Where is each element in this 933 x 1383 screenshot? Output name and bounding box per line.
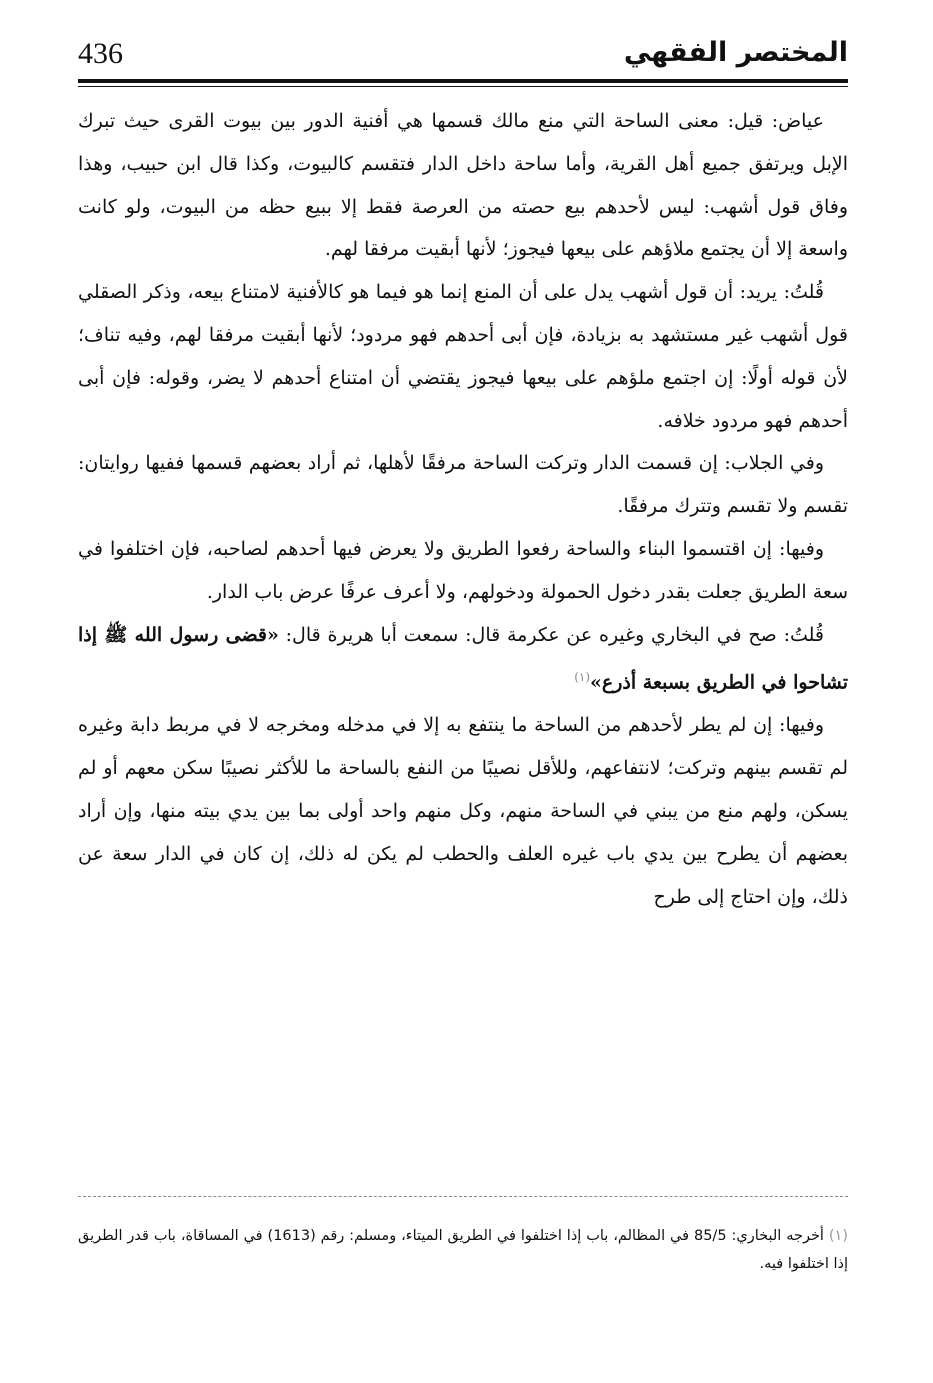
header-rule-thick (78, 79, 848, 83)
paragraph-3: وفي الجلاب: إن قسمت الدار وتركت الساحة مرفقًا لأهلها، ثم أراد بعضهم قسمها ففيها روايتان: تقسم ولا تقسم وتترك مرفقًا. (78, 452, 848, 518)
footnotes (78, 1222, 848, 1278)
footnote-1-text: أخرجه البخاري: 85/5 في المظالم، باب إذا اختلفوا في الطريق الميتاء، ومسلم: رقم (1613) في المساقاة، باب قدر الطريق إذا اختلفوا فيه. (78, 1228, 848, 1272)
footnote-1 (78, 1222, 848, 1278)
footnote-separator (78, 1196, 848, 1197)
page-header (78, 28, 848, 80)
paragraph-2: قُلتُ: يريد: أن قول أشهب يدل على أن المنع إنما هو فيما هو كالأفنية لامتناع بيعه، وذكر الصقلي قول أشهب غير مستشهد به بزيادة، فإن أبى أحدهم فهو مردود؛ لأنها أبقيت مرفقا لهم، وفيه تناف؛ لأن قوله أولًا: إن اجتمع ملؤهم على بيعها فيجوز يقتضي أن امتناع أحدهم لا يضر، وقوله: فإن أبى أحدهم فهو مردود خلافه. (78, 281, 848, 432)
paragraph-5-lead: قُلتُ: صح في البخاري وغيره عن عكرمة قال: سمعت أبا هريرة قال: (278, 623, 824, 646)
running-title: المختصر الفقهي (623, 37, 848, 68)
paragraph-1: عياض: قيل: معنى الساحة التي منع مالك قسمها هي أفنية الدور بين بيوت القرى حيث تبرك الإبل ويرتفق جميع أهل القرية، وأما ساحة داخل الدار فتقسم كالبيوت، وكذا قال ابن حبيب، وهذا وفاق قول أشهب: ليس لأحدهم بيع حصته من العرصة فقط إلا ببيع حظه من البيوت، ولو كانت واسعة إلا أن يجتمع ملاؤهم على بيعها فيجوز؛ لأنها أبقيت مرفقا لهم. (78, 110, 848, 261)
paragraph-5 (78, 614, 848, 705)
header-rule-thin (78, 86, 848, 87)
footnote-reference: (١) (574, 670, 591, 685)
paragraph-6: وفيها: إن لم يطر لأحدهم من الساحة ما ينتفع به إلا في مدخله ومخرجه لا في مربط دابة وغيره لم تقسم بينهم وتركت؛ لانتفاعهم، وللأقل نصيبًا من النفع بالساحة ما للأكثر نصيبًا سكن معهم أو لم يسكن، ولهم منع من يبني في الساحة منهم، وكل منهم واحد أولى بما بين يدي بيته منها، وإن أراد بعضهم أن يطرح بين يدي باب غيره العلف والحطب لم يكن له ذلك، إن كان في الدار سعة عن ذلك، وإن احتاج إلى طرح (78, 714, 849, 908)
paragraph-4: وفيها: إن اقتسموا البناء والساحة رفعوا الطريق ولا يعرض فيها أحدهم لصاحبه، فإن اختلفوا في سعة الطريق جعلت بقدر دخول الحمولة ودخولهم، ولا أعرف عرفًا عرض باب الدار. (78, 537, 848, 603)
hadith-quote: «قضى رسول الله ﷺ إذا تشاحوا في الطريق بسبعة أذرع» (78, 623, 848, 694)
main-text (78, 100, 848, 1170)
footnote-1-marker: (١) (828, 1228, 848, 1244)
page-number: 436 (78, 37, 123, 70)
